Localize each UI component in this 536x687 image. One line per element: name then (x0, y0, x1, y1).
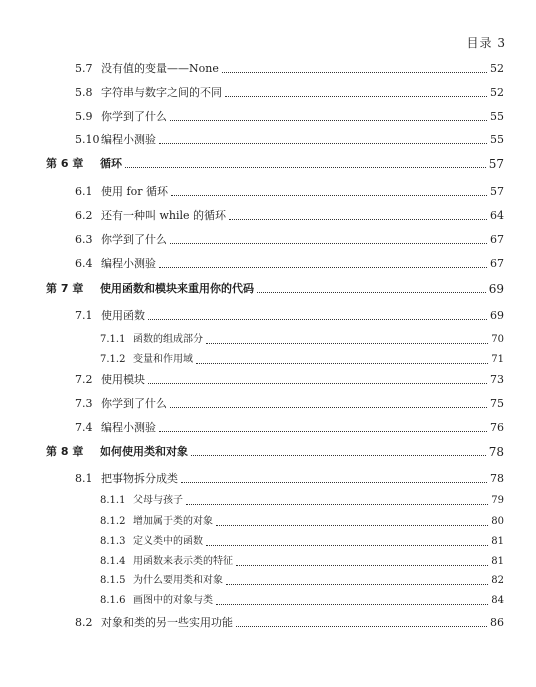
toc-leader-dots (159, 142, 487, 144)
toc-entry-number: 8.1.2 (100, 516, 126, 527)
toc-entry-page: 52 (490, 86, 504, 99)
toc-entry-title: 变量和作用域 (133, 354, 193, 365)
toc-entry-number: 7.3 (75, 397, 93, 410)
toc-entry-title: 使用函数 (101, 309, 145, 322)
toc-entry-number: 6.1 (75, 185, 93, 198)
toc-entry-number: 5.7 (75, 62, 93, 75)
toc-leader-dots (181, 481, 487, 483)
toc-entry-page: 75 (490, 397, 504, 410)
toc-entry-title: 使用 for 循环 (101, 185, 168, 198)
toc-entry-number: 第 6 章 (46, 157, 84, 170)
toc-leader-dots (125, 166, 486, 168)
toc-entry-number: 第 8 章 (46, 445, 84, 458)
toc-entry-number: 8.2 (75, 616, 93, 629)
toc-leader-dots (191, 454, 486, 456)
toc-entry-page: 71 (491, 354, 504, 365)
toc-entry-number: 8.1 (75, 472, 93, 485)
toc-entry-page: 81 (491, 536, 504, 547)
toc-entry-title: 编程小测验 (101, 133, 156, 146)
toc-entry-number: 7.2 (75, 373, 93, 386)
toc-leader-dots (206, 544, 488, 546)
toc-entry-title: 对象和类的另一些实用功能 (101, 616, 233, 629)
toc-entry-page: 82 (491, 575, 504, 586)
toc-leader-dots (170, 119, 487, 121)
toc-leader-dots (257, 291, 486, 293)
toc-entry-number: 8.1.5 (100, 575, 126, 586)
toc-entry-page: 76 (490, 421, 504, 434)
toc-entry-title: 定义类中的函数 (133, 536, 203, 547)
toc-entry-page: 67 (490, 257, 504, 270)
toc-entry-page: 81 (491, 556, 504, 567)
toc-entry-page: 78 (490, 472, 504, 485)
toc-entry-title: 画图中的对象与类 (133, 595, 213, 606)
toc-leader-dots (171, 194, 487, 196)
toc-entry-number: 5.10 (75, 133, 100, 146)
toc-entry-title: 如何使用类和对象 (100, 445, 188, 458)
toc-entry-title: 增加属于类的对象 (133, 516, 213, 527)
toc-entry-page: 67 (490, 233, 504, 246)
toc-entry-number: 8.1.1 (100, 495, 126, 506)
toc-leader-dots (229, 218, 487, 220)
toc-entry-title: 字符串与数字之间的不同 (101, 86, 222, 99)
toc-entry-title: 你学到了什么 (101, 233, 167, 246)
toc-leader-dots (222, 71, 487, 73)
toc-entry-page: 80 (491, 516, 504, 527)
toc-leader-dots (225, 95, 487, 97)
running-head: 目录 3 (466, 36, 506, 50)
toc-leader-dots (148, 382, 487, 384)
toc-leader-dots (216, 603, 488, 605)
toc-entry-page: 78 (488, 445, 504, 459)
toc-entry-title: 编程小测验 (101, 257, 156, 270)
toc-entry-number: 7.1.2 (100, 354, 126, 365)
toc-entry-title: 为什么要用类和对象 (133, 575, 223, 586)
toc-entry-title: 函数的组成部分 (133, 334, 203, 345)
toc-entry-title: 还有一种叫 while 的循环 (101, 209, 227, 222)
toc-entry-page: 69 (490, 309, 504, 322)
toc-entry-page: 69 (488, 282, 504, 296)
toc-leader-dots (206, 342, 488, 344)
toc-entry-page: 79 (491, 495, 504, 506)
toc-entry-title: 用函数来表示类的特征 (133, 556, 233, 567)
toc-entry-number: 第 7 章 (46, 282, 84, 295)
toc-leader-dots (226, 583, 488, 585)
toc-leader-dots (186, 503, 488, 505)
toc-entry-page: 73 (490, 373, 504, 386)
toc-entry-page: 52 (490, 62, 504, 75)
toc-entry-number: 7.1.1 (100, 334, 126, 345)
toc-entry-page: 57 (488, 157, 504, 171)
toc-entry-title: 父母与孩子 (133, 495, 183, 506)
toc-entry-number: 8.1.4 (100, 556, 126, 567)
toc-entry-page: 55 (490, 133, 504, 146)
toc-entry-title: 使用函数和模块来重用你的代码 (100, 282, 254, 295)
toc-leader-dots (236, 625, 487, 627)
toc-entry-page: 55 (490, 110, 504, 123)
toc-entry-title: 你学到了什么 (101, 110, 167, 123)
toc-entry-number: 8.1.6 (100, 595, 126, 606)
toc-entry-title: 循环 (100, 157, 122, 170)
toc-entry-page: 86 (490, 616, 504, 629)
toc-entry-title: 编程小测验 (101, 421, 156, 434)
toc-entry-number: 6.4 (75, 257, 93, 270)
toc-leader-dots (216, 524, 488, 526)
toc-entry-page: 84 (491, 595, 504, 606)
toc-leader-dots (236, 564, 488, 566)
toc-entry-title: 把事物拆分成类 (101, 472, 178, 485)
toc-entry-number: 5.9 (75, 110, 93, 123)
toc-leader-dots (159, 430, 487, 432)
toc-leader-dots (148, 318, 487, 320)
toc-entry-title: 没有值的变量——None (101, 62, 219, 75)
toc-entry-number: 6.2 (75, 209, 93, 222)
toc-entry-title: 你学到了什么 (101, 397, 167, 410)
toc-entry-title: 使用模块 (101, 373, 145, 386)
toc-entry-number: 7.1 (75, 309, 93, 322)
toc-entry-number: 7.4 (75, 421, 93, 434)
toc-leader-dots (196, 362, 488, 364)
toc-entry-page: 64 (490, 209, 504, 222)
toc-entry-number: 5.8 (75, 86, 93, 99)
toc-entry-page: 70 (491, 334, 504, 345)
toc-entry-number: 6.3 (75, 233, 93, 246)
toc-leader-dots (170, 406, 487, 408)
toc-entry-page: 57 (490, 185, 504, 198)
toc-entry-number: 8.1.3 (100, 536, 126, 547)
toc-leader-dots (159, 266, 487, 268)
toc-leader-dots (170, 242, 487, 244)
